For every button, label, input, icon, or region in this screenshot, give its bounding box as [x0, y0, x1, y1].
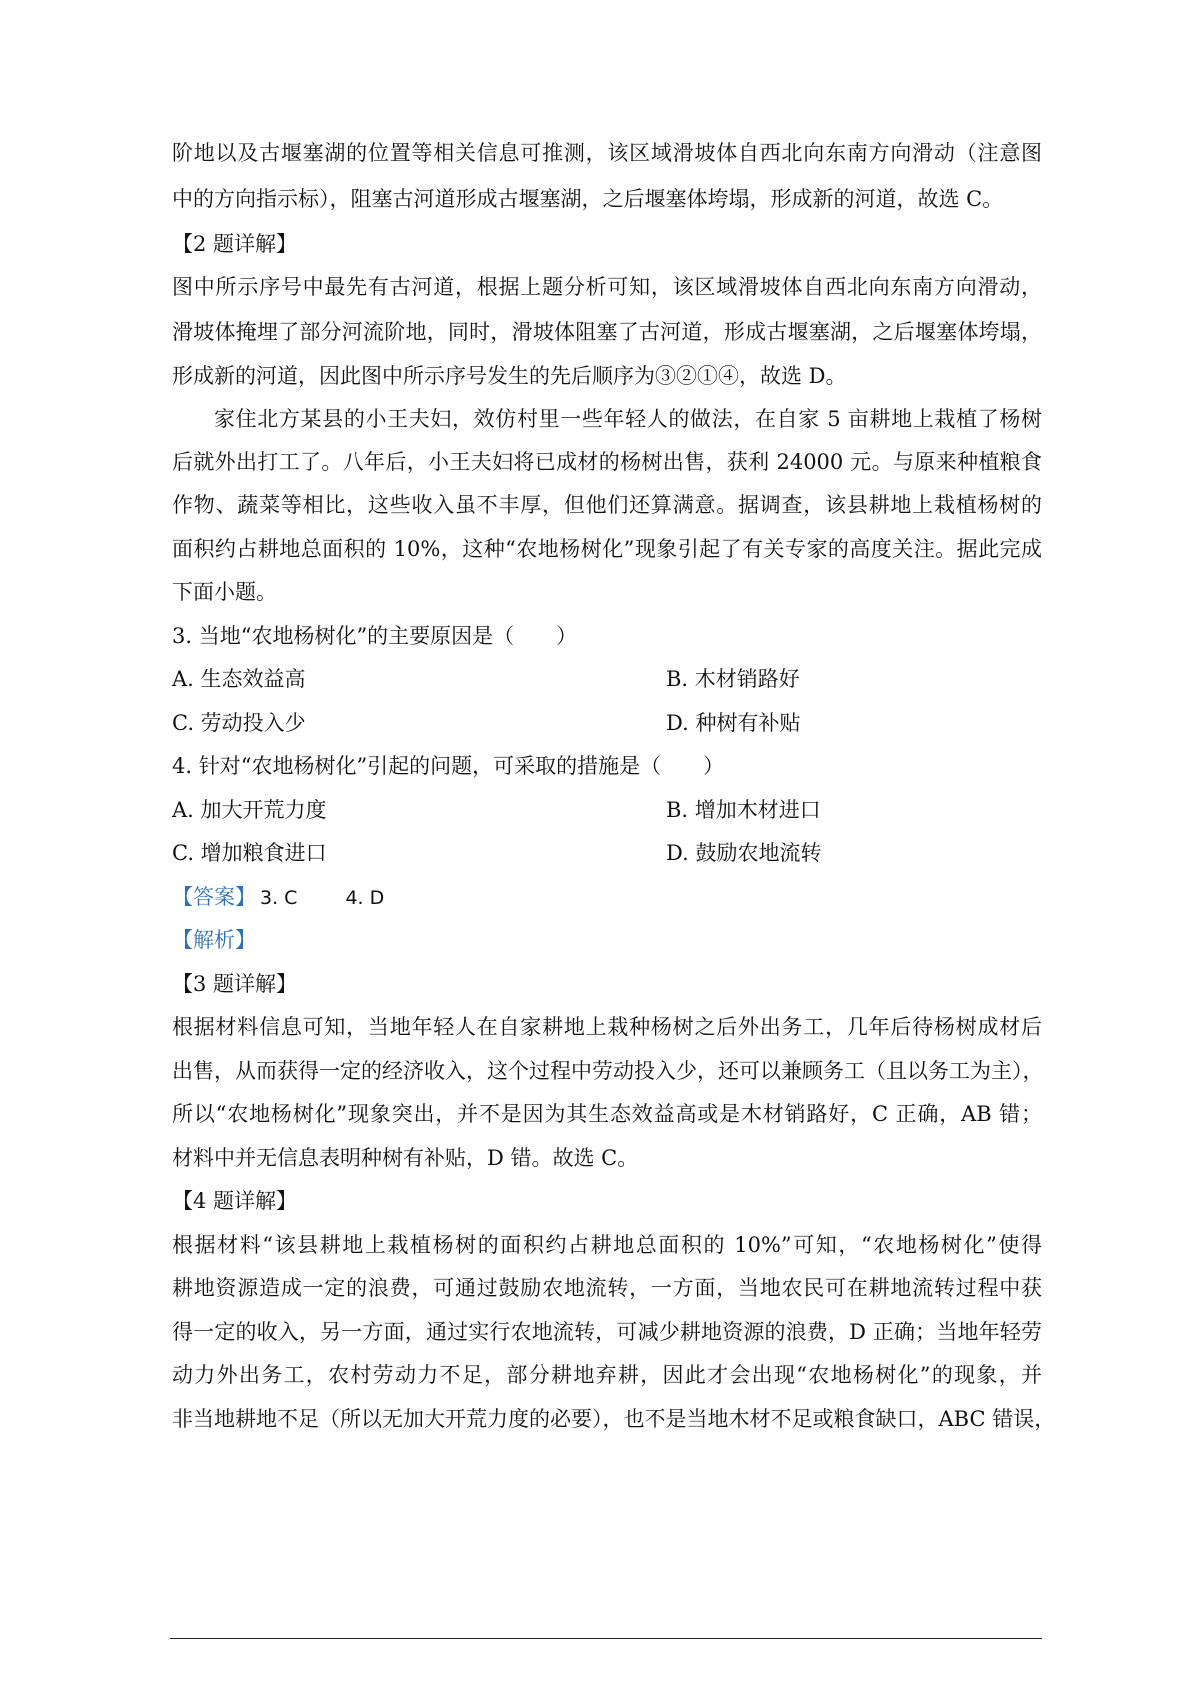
- option-b: B. 增加木材进口: [666, 798, 821, 822]
- question-3-stem: 3. 当地“农地杨树化”的主要原因是（ ）: [172, 624, 578, 648]
- document-page: [172, 0, 1056, 1698]
- answer-q3: 3. C: [260, 887, 298, 909]
- paragraph-line: 阶地以及古堰塞湖的位置等相关信息可推测，该区域滑坡体自西北向东南方向滑动（注意图: [172, 141, 1042, 165]
- paragraph-line: 材料中并无信息表明种树有补贴，D 错。故选 C。: [172, 1146, 639, 1170]
- option-c: C. 增加粮食进口: [172, 841, 327, 865]
- paragraph-line: 动力外出务工，农村劳动力不足，部分耕地弃耕，因此才会出现“农地杨树化”的现象，并: [172, 1363, 1042, 1387]
- answer-line: [172, 882, 1042, 913]
- paragraph-line: 非当地耕地不足（所以无加大开荒力度的必要），也不是当地木材不足或粮食缺口，ABC 错误，: [172, 1407, 1056, 1431]
- option-d: D. 种树有补贴: [666, 711, 801, 735]
- question-4-stem: 4. 针对“农地杨树化”引起的问题，可采取的措施是（ ）: [172, 754, 725, 778]
- paragraph-line: 根据材料“该县耕地上栽植杨树的面积约占耕地总面积的 10%”可知，“农地杨树化”使得: [172, 1233, 1042, 1257]
- paragraph-line: 出售，从而获得一定的经济收入，这个过程中劳动投入少，还可以兼顾务工（且以务工为主），: [172, 1059, 1044, 1083]
- paragraph-line: 耕地资源造成一定的浪费，可通过鼓励农地流转，一方面，当地农民可在耕地流转过程中获: [172, 1276, 1042, 1300]
- q4-detail-heading: 【4 题详解】: [172, 1189, 298, 1213]
- paragraph-line: 形成新的河道，因此图中所示序号发生的先后顺序为③②①④，故选 D。: [172, 364, 847, 388]
- analysis-label: 【解析】: [172, 928, 256, 952]
- option-a: A. 生态效益高: [172, 667, 306, 691]
- q3-detail-heading: 【3 题详解】: [172, 972, 298, 996]
- answer-label: 【答案】: [172, 885, 256, 909]
- material-line: 面积约占耕地总面积的 10%，这种“农地杨树化”现象引起了有关专家的高度关注。据此完成: [172, 537, 1042, 561]
- paragraph-line: 得一定的收入，另一方面，通过实行农地流转，可减少耕地资源的浪费，D 正确；当地年轻劳: [172, 1320, 1042, 1344]
- option-a: A. 加大开荒力度: [172, 798, 327, 822]
- paragraph-line: 根据材料信息可知，当地年轻人在自家耕地上栽种杨树之后外出务工，几年后待杨树成材后: [172, 1015, 1042, 1039]
- option-c: C. 劳动投入少: [172, 711, 306, 735]
- option-b: B. 木材销路好: [666, 667, 800, 691]
- option-d: D. 鼓励农地流转: [666, 841, 822, 865]
- material-line: 下面小题。: [172, 580, 277, 604]
- q2-detail-heading: 【2 题详解】: [172, 232, 298, 256]
- paragraph-line: 中的方向指示标），阻塞古河道形成古堰塞湖，之后堰塞体垮塌，形成新的河道，故选 C。: [172, 187, 1004, 211]
- material-line: 作物、蔬菜等相比，这些收入虽不丰厚，但他们还算满意。据调查，该县耕地上栽植杨树的: [172, 493, 1042, 517]
- paragraph-line: 所以“农地杨树化”现象突出，并不是因为其生态效益高或是木材销路好，C 正确，AB 错；: [172, 1102, 1042, 1126]
- footer-divider: [170, 1638, 1042, 1639]
- paragraph-line: 滑坡体掩埋了部分河流阶地，同时，滑坡体阻塞了古河道，形成古堰塞湖，之后堰塞体垮塌，: [172, 320, 1042, 344]
- material-line: 家住北方某县的小王夫妇，效仿村里一些年轻人的做法，在自家 5 亩耕地上栽植了杨树: [214, 407, 1042, 431]
- answer-q4: 4. D: [345, 887, 385, 909]
- material-line: 后就外出打工了。八年后，小王夫妇将已成材的杨树出售，获利 24000 元。与原来种植粮食: [172, 450, 1042, 474]
- paragraph-line: 图中所示序号中最先有古河道，根据上题分析可知，该区域滑坡体自西北向东南方向滑动，: [172, 275, 1042, 299]
